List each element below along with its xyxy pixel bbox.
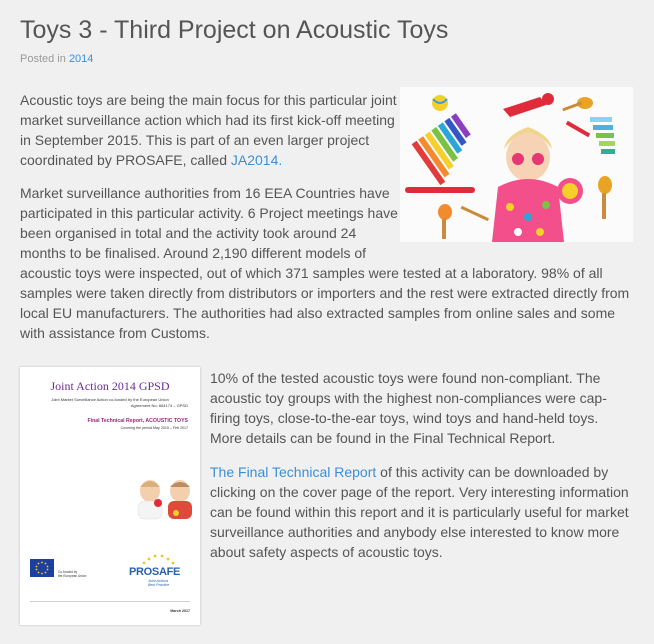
intro-paragraph-2 xyxy=(20,183,629,343)
ja2014-link[interactable]: JA2014. xyxy=(230,152,283,168)
text-line: 10% of the tested acoustic toys were found non-compliant. The xyxy=(210,370,601,386)
text-line: Market surveillance authorities from 16 EEA Countries have xyxy=(20,185,390,201)
report-cover-link[interactable] xyxy=(20,367,200,625)
cover-subtitle-line: Agreement No: 664174 – GPSD xyxy=(130,403,188,408)
prosafe-logo: PROSAFE xyxy=(129,566,181,578)
cover-report-title: Final Technical Report, ACOUSTIC TOYS xyxy=(87,418,188,424)
article-title: Toys 3 - Third Project on Acoustic Toys xyxy=(20,16,449,44)
text-line: months to be finalised. Around 2,190 different models of xyxy=(20,245,367,261)
prosafe-tagline xyxy=(148,579,169,587)
text-line: local EU manufacturers. The authorities had also extracted samples from online sales and some xyxy=(20,305,616,321)
text-line: samples were taken directly from distributors or importers and the rest were extracted directly from xyxy=(20,285,630,301)
text-line: been organised in total and the activity took around 24 xyxy=(20,225,357,241)
final-report-link[interactable]: The Final Technical Report xyxy=(210,464,377,480)
text-line: Acoustic toys are being the main focus for this particular joint xyxy=(20,92,397,108)
cover-title: Joint Action 2014 GPSD xyxy=(50,379,170,393)
text-line: can be found within this report and it is particularly useful for market xyxy=(210,504,629,520)
text-line xyxy=(210,462,630,482)
eu-text-line: the European Union xyxy=(58,574,87,578)
text-line: clicking on the cover page of the report. Very interesting information xyxy=(210,484,629,500)
intro-paragraph-1 xyxy=(20,90,397,170)
text-line: firing toys, close-to-the-ear toys, wind toys and hand-held toys. xyxy=(210,410,599,426)
eu-flag-icon xyxy=(30,559,54,577)
post-meta xyxy=(20,53,93,65)
children-photo xyxy=(130,473,206,523)
text-line xyxy=(20,150,397,170)
text-line: acoustic toys were inspected, out of which 371 samples were tested at a laboratory. 98% of all xyxy=(20,265,603,281)
text-line: market surveillance action which had its first kick-off meeting xyxy=(20,112,395,128)
year-category-link[interactable]: 2014 xyxy=(68,53,94,65)
results-paragraph xyxy=(210,368,630,448)
text-line: with assistance from Customs. xyxy=(20,325,210,341)
cover-period: Covering the period May 2015 – Feb 2017 xyxy=(120,426,188,430)
cover-divider xyxy=(30,601,190,602)
text-line: surveillance authorities and anybody else interested to know more xyxy=(210,524,620,540)
prosafe-tagline-line: Joint Actions xyxy=(148,579,169,583)
text-segment: of this activity can be downloaded by xyxy=(376,464,609,480)
cover-date: March 2017 xyxy=(170,609,190,613)
text-line: about safety aspects of acoustic toys. xyxy=(210,544,443,560)
posted-prefix: Posted in xyxy=(20,53,66,65)
text-line: acoustic toy groups with the highest non-compliances were cap- xyxy=(210,390,607,406)
cover-subtitle xyxy=(26,397,194,409)
cover-subtitle-line: Joint Market Surveillance Action co-funded by the European Union xyxy=(51,397,169,402)
prosafe-stars-icon xyxy=(140,553,178,567)
eu-cofunded-text xyxy=(58,570,86,578)
text-line: in September 2015. This is part of an even larger project xyxy=(20,132,370,148)
eu-text-line: Co-funded by xyxy=(58,570,78,574)
prosafe-tagline-line: Best Practice xyxy=(148,583,170,588)
text-segment: coordinated by PROSAFE, called xyxy=(20,152,231,168)
text-line: More details can be found in the Final Technical Report. xyxy=(210,430,556,446)
text-line: participated in this particular activity. 6 Project meetings have xyxy=(20,205,398,221)
download-paragraph xyxy=(210,462,630,562)
